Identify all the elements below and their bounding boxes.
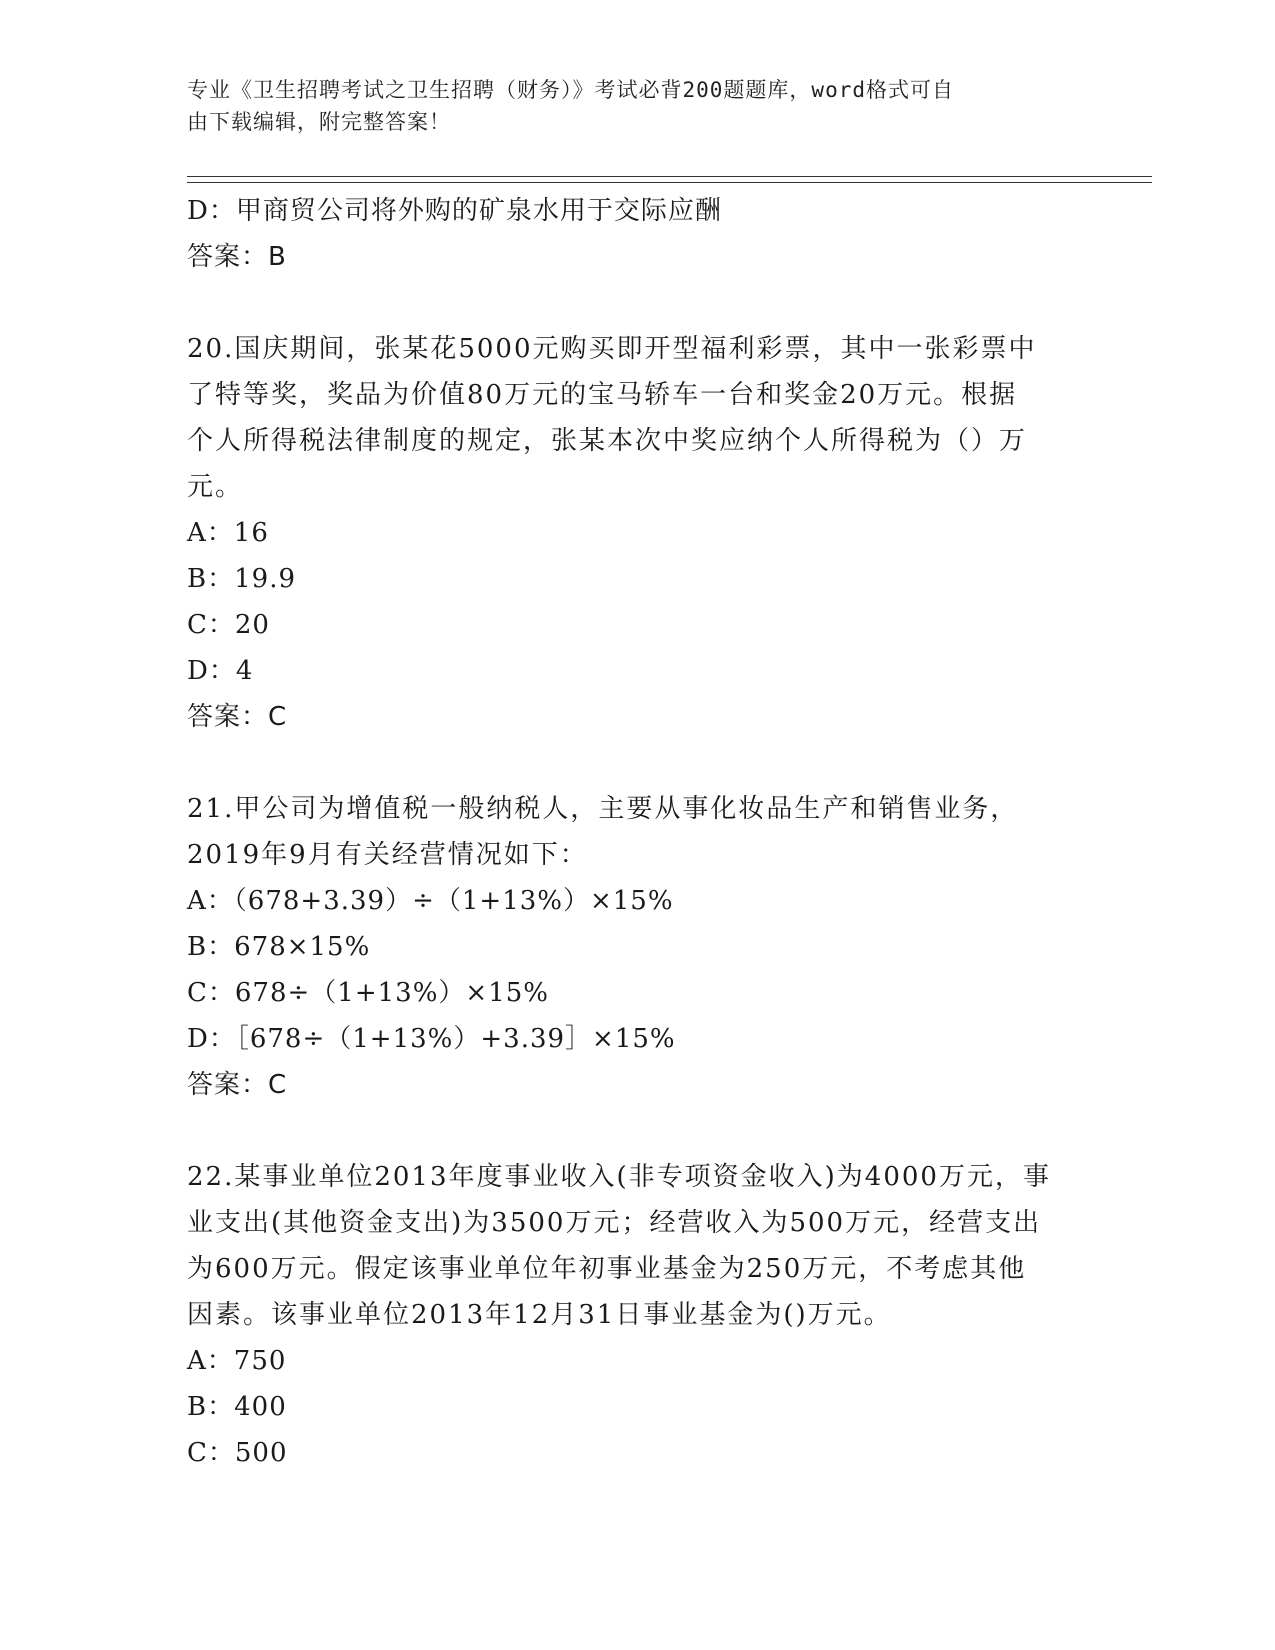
header-line-2: 由下载编辑，附完整答案！: [187, 110, 451, 134]
option-c: C：678÷（1+13%）×15%: [187, 978, 549, 1008]
question-text-line: 20.国庆期间，张某花5000元购买即开型福利彩票，其中一张彩票中: [187, 334, 1037, 364]
question-text-line: 业支出(其他资金支出)为3500万元；经营收入为500万元，经营支出: [187, 1208, 1042, 1238]
answer: 答案：B: [187, 242, 287, 272]
question-20: [187, 326, 1067, 740]
option-c: C：20: [187, 610, 270, 640]
question-text-line: 了特等奖，奖品为价值80万元的宝马轿车一台和奖金20万元。根据: [187, 380, 1018, 410]
question-21: [187, 786, 1067, 1108]
option-d: D：4: [187, 656, 254, 686]
spacer: [187, 280, 1067, 326]
option-c: C：500: [187, 1438, 288, 1468]
option-a: A：750: [187, 1346, 287, 1376]
question-text-line: 为600万元。假定该事业单位年初事业基金为250万元，不考虑其他: [187, 1254, 1027, 1284]
option-b: B：400: [187, 1392, 287, 1422]
question-22: [187, 1154, 1067, 1476]
spacer: [187, 740, 1067, 786]
option-d: D：［678÷（1+13%）+3.39］×15%: [187, 1024, 676, 1054]
option-d: D：甲商贸公司将外购的矿泉水用于交际应酬: [187, 196, 722, 226]
previous-question-tail: [187, 188, 1067, 280]
document-header: [187, 74, 1077, 138]
option-b: B：19.9: [187, 564, 296, 594]
header-divider-bottom: [187, 182, 1152, 183]
answer: 答案：C: [187, 702, 288, 732]
option-a: A：（678+3.39）÷（1+13%）×15%: [187, 886, 674, 916]
question-text-line: 因素。该事业单位2013年12月31日事业基金为()万元。: [187, 1300, 892, 1330]
question-text-line: 21.甲公司为增值税一般纳税人，主要从事化妆品生产和销售业务，: [187, 794, 1019, 824]
question-text-line: 元。: [187, 472, 244, 502]
option-a: A：16: [187, 518, 269, 548]
spacer: [187, 1108, 1067, 1154]
answer: 答案：C: [187, 1070, 288, 1100]
question-text-line: 22.某事业单位2013年度事业收入(非专项资金收入)为4000万元，事: [187, 1162, 1051, 1192]
document-body: [187, 188, 1067, 1476]
question-text-line: 个人所得税法律制度的规定，张某本次中奖应纳个人所得税为（）万: [187, 426, 1028, 456]
option-b: B：678×15%: [187, 932, 371, 962]
header-divider-top: [187, 176, 1152, 177]
header-line-1: 专业《卫生招聘考试之卫生招聘（财务）》考试必背200题题库，word格式可自: [187, 78, 954, 102]
question-text-line: 2019年9月有关经营情况如下：: [187, 840, 588, 870]
